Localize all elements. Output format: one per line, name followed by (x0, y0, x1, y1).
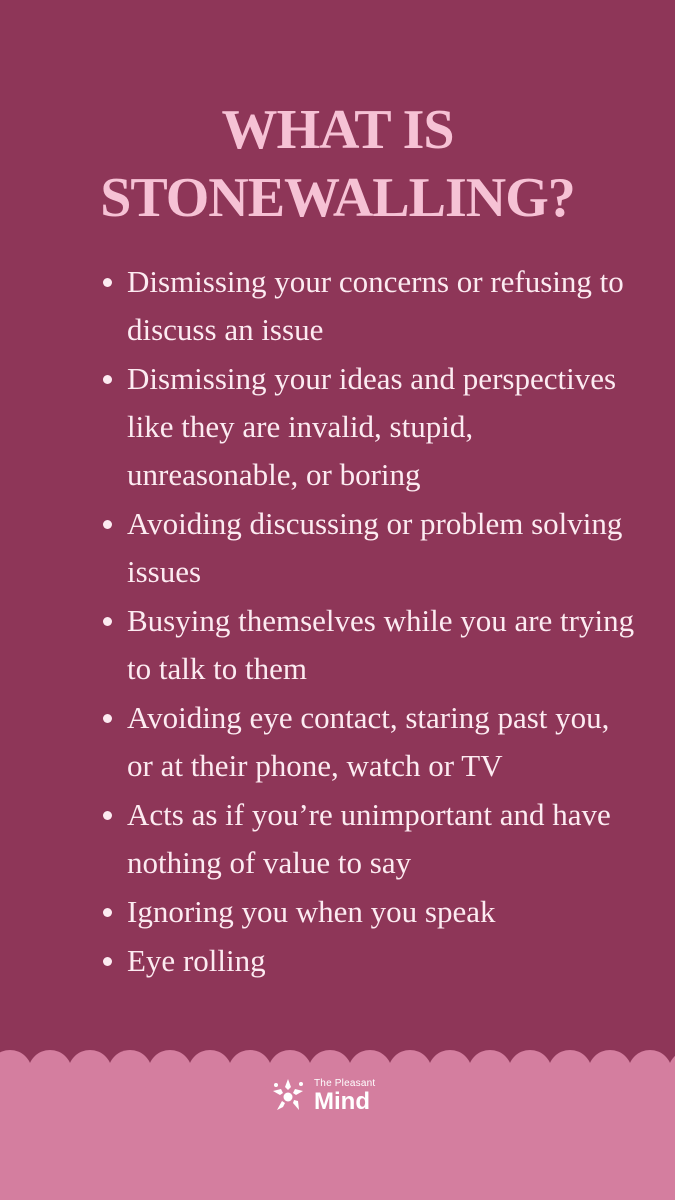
list-item-text: Busying themselves while you are trying to talk to them (127, 603, 635, 686)
list-item (0, 258, 675, 354)
list-item (0, 694, 675, 790)
scallop (668, 1050, 675, 1094)
list-item (0, 791, 675, 887)
brand-logo-text (314, 1079, 375, 1114)
title-line-1: WHAT IS (221, 99, 454, 161)
list-item (0, 888, 675, 936)
brand-logo (268, 1074, 375, 1118)
bullet-icon (103, 957, 112, 966)
scallop (28, 1050, 72, 1094)
scallop (468, 1050, 512, 1094)
scallop (388, 1050, 432, 1094)
scallop (188, 1050, 232, 1094)
page-title (0, 96, 675, 232)
list-item-text: Dismissing your concerns or refusing to discuss an issue (127, 264, 624, 347)
scallop (148, 1050, 192, 1094)
stonewalling-signs-list (0, 258, 675, 986)
scallop (588, 1050, 632, 1094)
brand-name-big: Mind (314, 1087, 370, 1115)
brand-name-small: The Pleasant (314, 1077, 376, 1089)
scallop (508, 1050, 552, 1094)
list-item-text: Ignoring you when you speak (127, 894, 496, 929)
list-item-text: Avoiding eye contact, staring past you, or at their phone, watch or TV (127, 700, 610, 783)
list-item (0, 597, 675, 693)
bullet-icon (103, 811, 112, 820)
scallop (428, 1050, 472, 1094)
list-item (0, 937, 675, 985)
bullet-icon (103, 375, 112, 384)
list-item-text: Acts as if you’re unimportant and have nothing of value to say (127, 797, 611, 880)
bullet-icon (103, 908, 112, 917)
scallop (228, 1050, 272, 1094)
bullet-icon (103, 520, 112, 529)
sun-flower-logo-icon (268, 1076, 308, 1116)
scallop (108, 1050, 152, 1094)
scallop (0, 1050, 32, 1094)
scallop (548, 1050, 592, 1094)
bullet-icon (103, 278, 112, 287)
list-item (0, 500, 675, 596)
list-item-text: Eye rolling (127, 943, 266, 978)
bullet-icon (103, 617, 112, 626)
title-line-2: STONEWALLING? (100, 167, 575, 229)
bullet-icon (103, 714, 112, 723)
list-item-text: Avoiding discussing or problem solving issues (127, 506, 623, 589)
scallop (628, 1050, 672, 1094)
scallop (68, 1050, 112, 1094)
list-item-text: Dismissing your ideas and perspectives like they are invalid, stupid, unreasonable, or boring (127, 361, 617, 492)
list-item (0, 355, 675, 499)
